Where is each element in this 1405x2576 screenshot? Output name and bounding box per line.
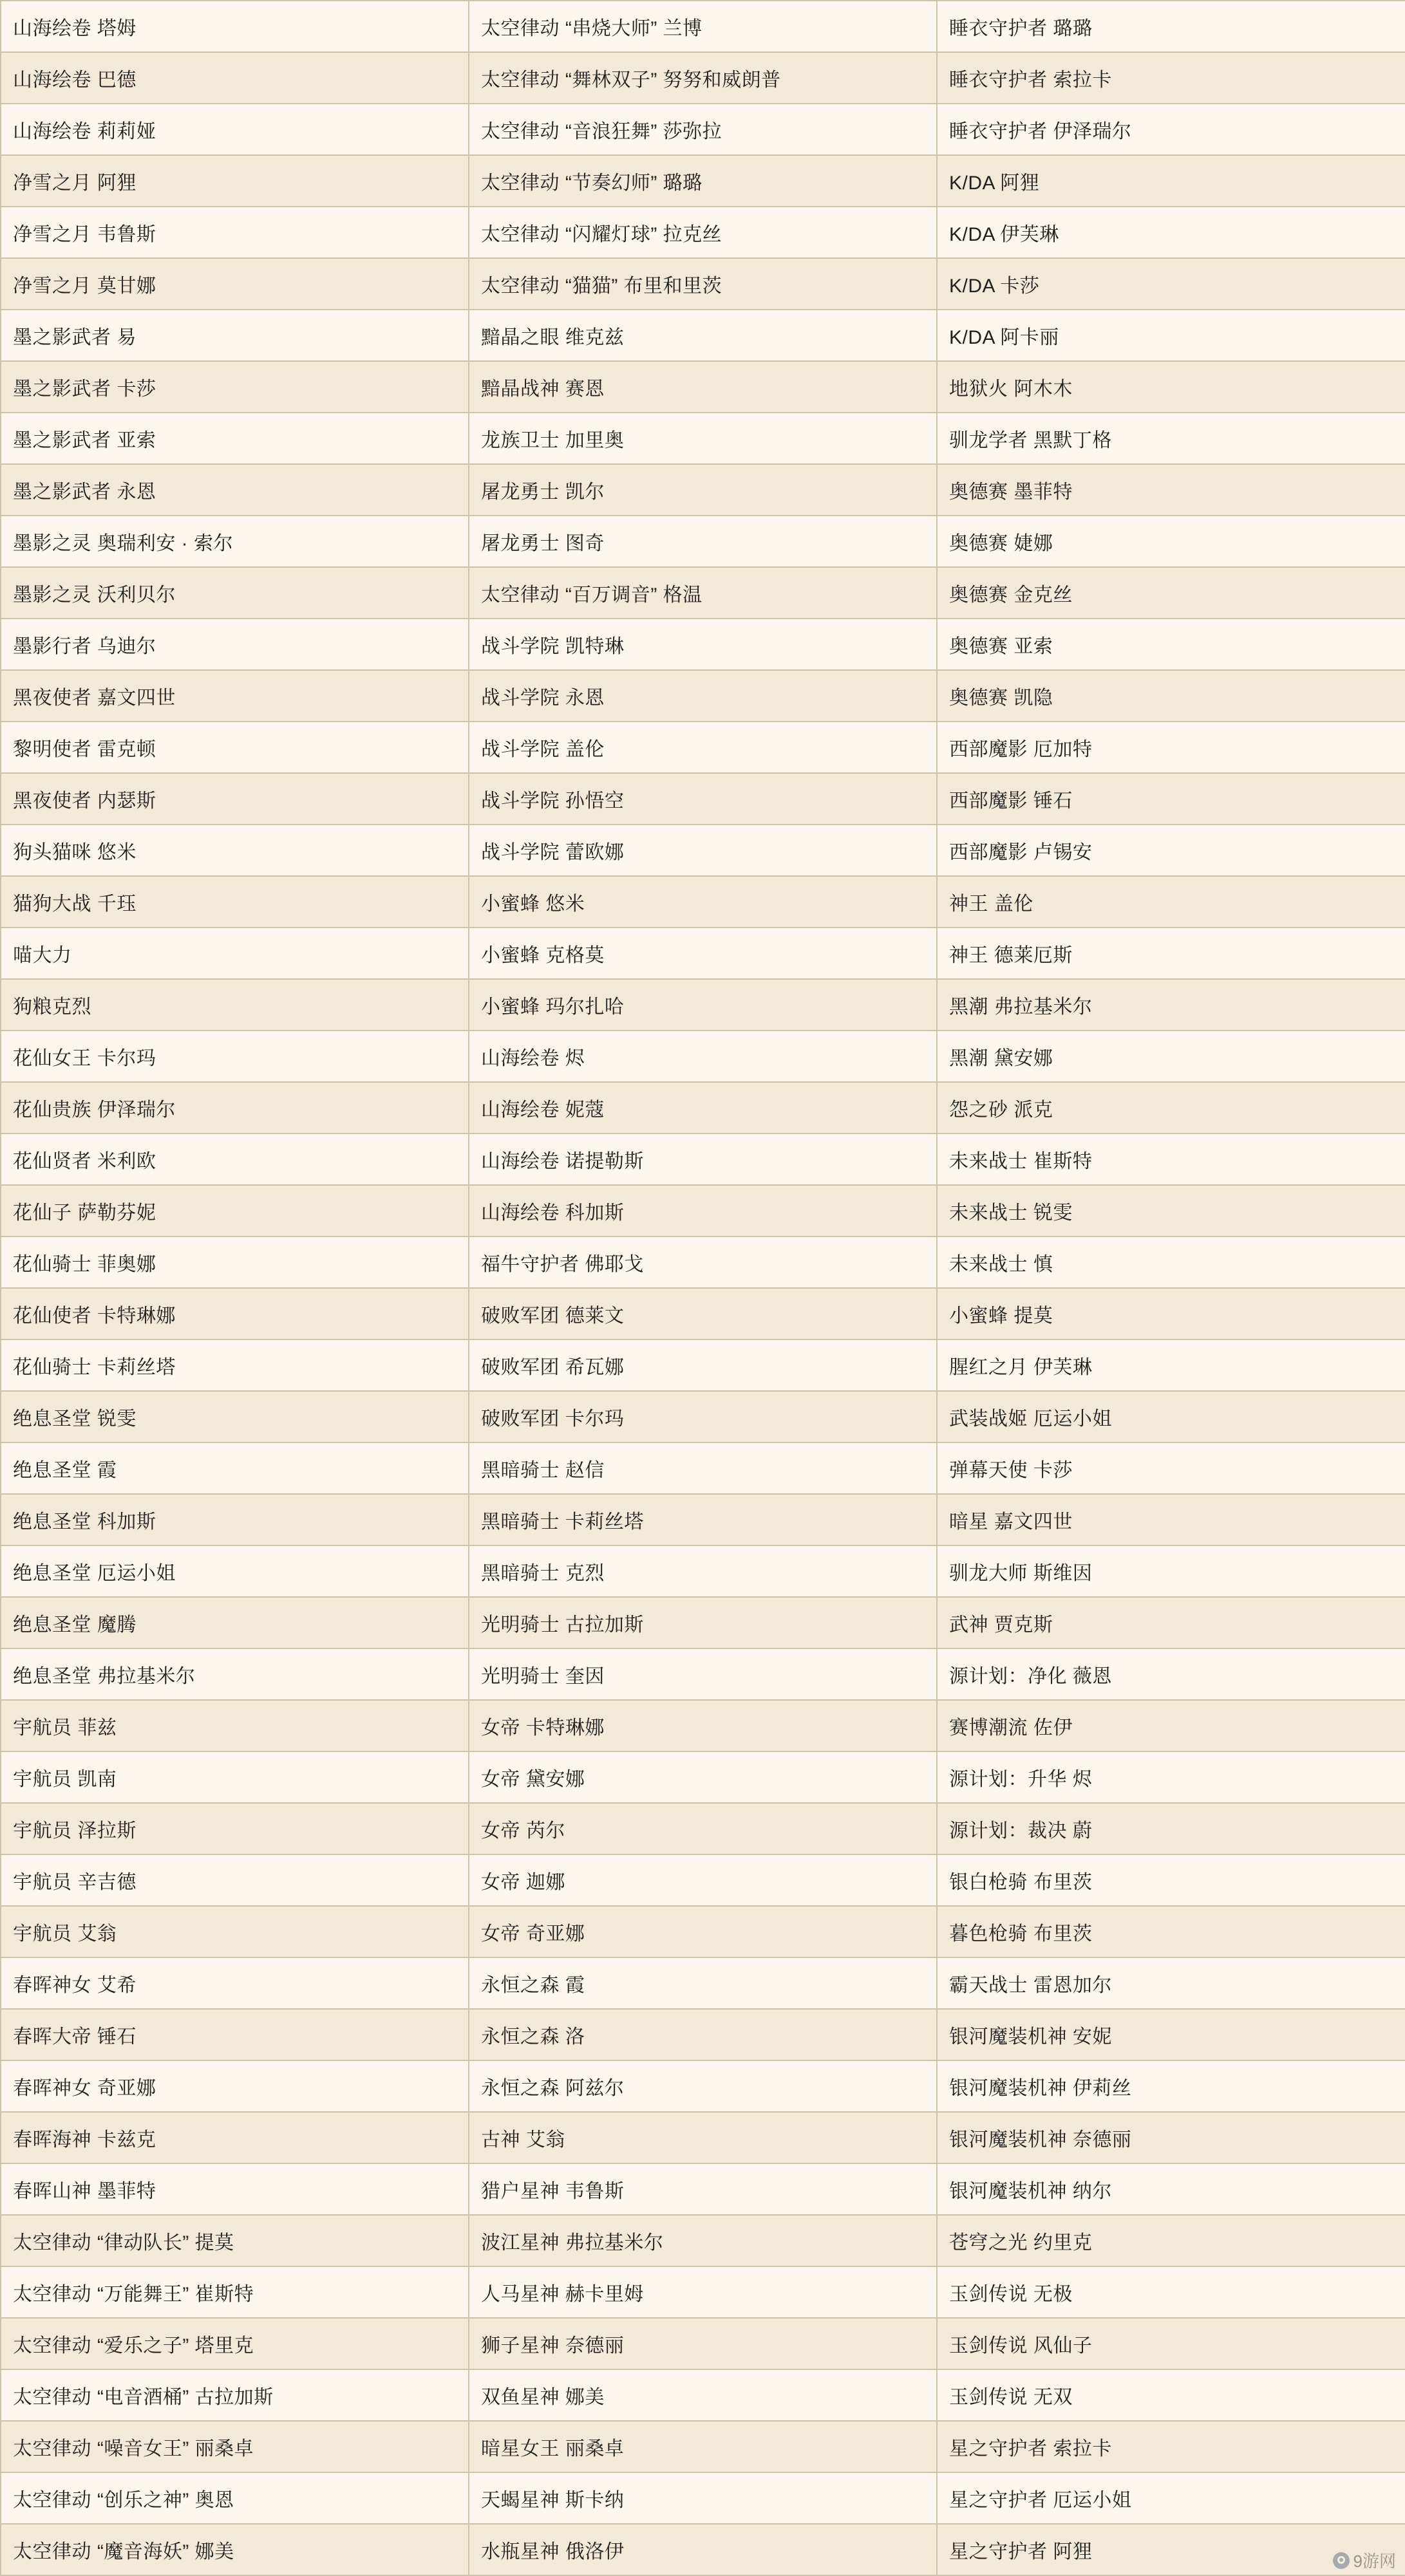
table-cell: 猫狗大战 千珏 (1, 876, 469, 928)
table-cell: 黯晶之眼 维克兹 (469, 310, 937, 361)
table-cell: 西部魔影 锤石 (937, 773, 1405, 825)
table-cell: 玉剑传说 风仙子 (937, 2318, 1405, 2369)
table-row (1, 619, 1405, 670)
table-row (1, 567, 1405, 619)
table-cell: 光明骑士 古拉加斯 (469, 1597, 937, 1648)
table-cell: 太空律动 “爱乐之子” 塔里克 (1, 2318, 469, 2369)
table-cell: 花仙子 萨勒芬妮 (1, 1185, 469, 1237)
table-row (1, 2472, 1405, 2524)
table-cell: 弹幕天使 卡莎 (937, 1442, 1405, 1494)
table-row (1, 464, 1405, 516)
table-row (1, 258, 1405, 310)
table-cell: 未来战士 慎 (937, 1237, 1405, 1288)
table-cell: 太空律动 “音浪狂舞” 莎弥拉 (469, 104, 937, 155)
table-cell: 银河魔装机神 奈德丽 (937, 2112, 1405, 2163)
table-cell: 黑暗骑士 赵信 (469, 1442, 937, 1494)
table-cell: 睡衣守护者 索拉卡 (937, 52, 1405, 104)
table-row (1, 928, 1405, 979)
table-cell: 波江星神 弗拉基米尔 (469, 2215, 937, 2266)
table-row (1, 2524, 1405, 2575)
table-cell: 龙族卫士 加里奥 (469, 413, 937, 464)
table-cell: 绝息圣堂 弗拉基米尔 (1, 1648, 469, 1700)
table-row (1, 516, 1405, 567)
table-cell: 战斗学院 蕾欧娜 (469, 825, 937, 876)
table-row (1, 825, 1405, 876)
table-cell: 绝息圣堂 魔腾 (1, 1597, 469, 1648)
table-row (1, 1391, 1405, 1442)
table-cell: 人马星神 赫卡里姆 (469, 2266, 937, 2318)
table-cell: 驯龙学者 黑默丁格 (937, 413, 1405, 464)
table-cell: 银河魔装机神 安妮 (937, 2009, 1405, 2060)
table-cell: 战斗学院 盖伦 (469, 722, 937, 773)
table-cell: 星之守护者 索拉卡 (937, 2421, 1405, 2472)
table-row (1, 1494, 1405, 1545)
table-cell: 银河魔装机神 伊莉丝 (937, 2060, 1405, 2112)
table-cell: 源计划：净化 薇恩 (937, 1648, 1405, 1700)
table-cell: 腥红之月 伊芙琳 (937, 1339, 1405, 1391)
table-cell: 女帝 卡特琳娜 (469, 1700, 937, 1751)
table-cell: 绝息圣堂 科加斯 (1, 1494, 469, 1545)
table-cell: 怨之砂 派克 (937, 1082, 1405, 1134)
table-cell: 星之守护者 阿狸 (937, 2524, 1405, 2575)
table-cell: 春晖神女 艾希 (1, 1957, 469, 2009)
table-cell: 屠龙勇士 凯尔 (469, 464, 937, 516)
table-row (1, 2009, 1405, 2060)
table-row (1, 1288, 1405, 1339)
table-cell: 霸天战士 雷恩加尔 (937, 1957, 1405, 2009)
table-cell: 女帝 奇亚娜 (469, 1906, 937, 1957)
table-cell: 狮子星神 奈德丽 (469, 2318, 937, 2369)
table-cell: 光明骑士 奎因 (469, 1648, 937, 1700)
table-cell: 奥德赛 婕娜 (937, 516, 1405, 567)
table-row (1, 1906, 1405, 1957)
table-cell: K/DA 卡莎 (937, 258, 1405, 310)
table-cell: 太空律动 “舞林双子” 努努和威朗普 (469, 52, 937, 104)
table-cell: 源计划：裁决 蔚 (937, 1803, 1405, 1854)
table-cell: 花仙贤者 米利欧 (1, 1134, 469, 1185)
table-cell: 宇航员 辛吉德 (1, 1854, 469, 1906)
table-cell: 武神 贾克斯 (937, 1597, 1405, 1648)
table-cell: 花仙骑士 菲奥娜 (1, 1237, 469, 1288)
table-row (1, 2112, 1405, 2163)
table-row (1, 361, 1405, 413)
table-cell: 源计划：升华 烬 (937, 1751, 1405, 1803)
table-cell: 玉剑传说 无极 (937, 2266, 1405, 2318)
table-cell: 玉剑传说 无双 (937, 2369, 1405, 2421)
table-cell: 古神 艾翁 (469, 2112, 937, 2163)
table-row (1, 2163, 1405, 2215)
table-row (1, 2060, 1405, 2112)
table-cell: 暗星 嘉文四世 (937, 1494, 1405, 1545)
table-cell: 绝息圣堂 锐雯 (1, 1391, 469, 1442)
table-cell: 宇航员 菲兹 (1, 1700, 469, 1751)
table-cell: 赛博潮流 佐伊 (937, 1700, 1405, 1751)
table-cell: 睡衣守护者 璐璐 (937, 1, 1405, 52)
table-cell: 地狱火 阿木木 (937, 361, 1405, 413)
table-cell: 福牛守护者 佛耶戈 (469, 1237, 937, 1288)
table-cell: 太空律动 “猫猫” 布里和里茨 (469, 258, 937, 310)
table-cell: 春晖山神 墨菲特 (1, 2163, 469, 2215)
table-cell: 战斗学院 孙悟空 (469, 773, 937, 825)
table-cell: 山海绘卷 烬 (469, 1031, 937, 1082)
table-cell: 女帝 芮尔 (469, 1803, 937, 1854)
table-cell: 驯龙大师 斯维因 (937, 1545, 1405, 1597)
table-row (1, 1751, 1405, 1803)
table-cell: 绝息圣堂 厄运小姐 (1, 1545, 469, 1597)
table-cell: 花仙使者 卡特琳娜 (1, 1288, 469, 1339)
table-cell: 西部魔影 厄加特 (937, 722, 1405, 773)
table-cell: 黎明使者 雷克顿 (1, 722, 469, 773)
table-cell: 女帝 迦娜 (469, 1854, 937, 1906)
table-row (1, 52, 1405, 104)
table-cell: 暗星女王 丽桑卓 (469, 2421, 937, 2472)
table-cell: 墨影行者 乌迪尔 (1, 619, 469, 670)
table-cell: 狗粮克烈 (1, 979, 469, 1031)
table-cell: 山海绘卷 诺提勒斯 (469, 1134, 937, 1185)
table-cell: 墨之影武者 卡莎 (1, 361, 469, 413)
table-row (1, 310, 1405, 361)
table-cell: 狗头猫咪 悠米 (1, 825, 469, 876)
table-cell: 奥德赛 金克丝 (937, 567, 1405, 619)
table-cell: 战斗学院 永恩 (469, 670, 937, 722)
table-cell: 花仙女王 卡尔玛 (1, 1031, 469, 1082)
table-cell: 墨之影武者 易 (1, 310, 469, 361)
table-cell: 黑潮 弗拉基米尔 (937, 979, 1405, 1031)
table-cell: 小蜜蜂 悠米 (469, 876, 937, 928)
table-cell: 墨影之灵 奥瑞利安 · 索尔 (1, 516, 469, 567)
skin-table-body (1, 1, 1405, 2575)
table-cell: 黑潮 黛安娜 (937, 1031, 1405, 1082)
table-cell: 净雪之月 莫甘娜 (1, 258, 469, 310)
table-cell: 银白枪骑 布里茨 (937, 1854, 1405, 1906)
table-row (1, 1700, 1405, 1751)
table-cell: 黑暗骑士 克烈 (469, 1545, 937, 1597)
table-row (1, 1031, 1405, 1082)
table-cell: 太空律动 “律动队长” 提莫 (1, 2215, 469, 2266)
table-cell: 未来战士 崔斯特 (937, 1134, 1405, 1185)
table-row (1, 979, 1405, 1031)
table-row (1, 413, 1405, 464)
table-cell: 太空律动 “串烧大师” 兰博 (469, 1, 937, 52)
table-cell: 银河魔装机神 纳尔 (937, 2163, 1405, 2215)
table-cell: 小蜜蜂 玛尔扎哈 (469, 979, 937, 1031)
table-cell: 春晖海神 卡兹克 (1, 2112, 469, 2163)
table-cell: 小蜜蜂 提莫 (937, 1288, 1405, 1339)
table-row (1, 722, 1405, 773)
table-cell: 神王 德莱厄斯 (937, 928, 1405, 979)
table-cell: 神王 盖伦 (937, 876, 1405, 928)
table-row (1, 104, 1405, 155)
watermark (1333, 2548, 1396, 2572)
table-row (1, 2266, 1405, 2318)
table-cell: 山海绘卷 莉莉娅 (1, 104, 469, 155)
table-cell: 奥德赛 亚索 (937, 619, 1405, 670)
table-row (1, 2215, 1405, 2266)
table-row (1, 2369, 1405, 2421)
table-cell: 水瓶星神 俄洛伊 (469, 2524, 937, 2575)
table-cell: 春晖神女 奇亚娜 (1, 2060, 469, 2112)
table-cell: 太空律动 “万能舞王” 崔斯特 (1, 2266, 469, 2318)
table-row (1, 207, 1405, 258)
table-cell: 花仙贵族 伊泽瑞尔 (1, 1082, 469, 1134)
table-row (1, 2318, 1405, 2369)
table-row (1, 2421, 1405, 2472)
table-cell: 西部魔影 卢锡安 (937, 825, 1405, 876)
table-cell: 喵大力 (1, 928, 469, 979)
table-cell: 绝息圣堂 霞 (1, 1442, 469, 1494)
table-cell: 睡衣守护者 伊泽瑞尔 (937, 104, 1405, 155)
table-cell: 墨之影武者 亚索 (1, 413, 469, 464)
table-row (1, 1957, 1405, 2009)
table-cell: 猎户星神 韦鲁斯 (469, 2163, 937, 2215)
table-row (1, 876, 1405, 928)
table-cell: 破败军团 希瓦娜 (469, 1339, 937, 1391)
table-cell: 黯晶战神 赛恩 (469, 361, 937, 413)
table-cell: 黑夜使者 嘉文四世 (1, 670, 469, 722)
table-cell: 奥德赛 墨菲特 (937, 464, 1405, 516)
table-cell: 奥德赛 凯隐 (937, 670, 1405, 722)
table-row (1, 1545, 1405, 1597)
table-cell: 山海绘卷 妮蔻 (469, 1082, 937, 1134)
table-row (1, 1339, 1405, 1391)
table-row (1, 1134, 1405, 1185)
table-cell: 太空律动 “噪音女王” 丽桑卓 (1, 2421, 469, 2472)
table-cell: 永恒之森 霞 (469, 1957, 937, 2009)
table-row (1, 1803, 1405, 1854)
table-row (1, 1854, 1405, 1906)
table-cell: 武装战姬 厄运小姐 (937, 1391, 1405, 1442)
table-cell: 未来战士 锐雯 (937, 1185, 1405, 1237)
table-row (1, 155, 1405, 207)
table-row (1, 1597, 1405, 1648)
table-row (1, 1237, 1405, 1288)
table-cell: 春晖大帝 锤石 (1, 2009, 469, 2060)
table-cell: 花仙骑士 卡莉丝塔 (1, 1339, 469, 1391)
watermark-label: 9游网 (1353, 2552, 1396, 2571)
table-row (1, 1, 1405, 52)
table-cell: 太空律动 “电音酒桶” 古拉加斯 (1, 2369, 469, 2421)
table-cell: 山海绘卷 科加斯 (469, 1185, 937, 1237)
table-cell: K/DA 阿狸 (937, 155, 1405, 207)
table-cell: 宇航员 艾翁 (1, 1906, 469, 1957)
table-cell: 太空律动 “闪耀灯球” 拉克丝 (469, 207, 937, 258)
table-cell: 净雪之月 韦鲁斯 (1, 207, 469, 258)
table-cell: 墨影之灵 沃利贝尔 (1, 567, 469, 619)
table-cell: 太空律动 “节奏幻师” 璐璐 (469, 155, 937, 207)
table-cell: 太空律动 “百万调音” 格温 (469, 567, 937, 619)
table-row (1, 773, 1405, 825)
table-cell: 破败军团 德莱文 (469, 1288, 937, 1339)
table-row (1, 1082, 1405, 1134)
table-cell: 太空律动 “魔音海妖” 娜美 (1, 2524, 469, 2575)
table-row (1, 1185, 1405, 1237)
table-row (1, 1442, 1405, 1494)
table-cell: 墨之影武者 永恩 (1, 464, 469, 516)
table-cell: 双鱼星神 娜美 (469, 2369, 937, 2421)
table-cell: 天蝎星神 斯卡纳 (469, 2472, 937, 2524)
table-cell: 太空律动 “创乐之神” 奥恩 (1, 2472, 469, 2524)
table-cell: 暮色枪骑 布里茨 (937, 1906, 1405, 1957)
table-cell: K/DA 伊芙琳 (937, 207, 1405, 258)
table-cell: K/DA 阿卡丽 (937, 310, 1405, 361)
table-cell: 山海绘卷 巴德 (1, 52, 469, 104)
table-cell: 永恒之森 洛 (469, 2009, 937, 2060)
table-cell: 黑夜使者 内瑟斯 (1, 773, 469, 825)
table-cell: 破败军团 卡尔玛 (469, 1391, 937, 1442)
table-cell: 星之守护者 厄运小姐 (937, 2472, 1405, 2524)
table-cell: 苍穹之光 约里克 (937, 2215, 1405, 2266)
table-cell: 山海绘卷 塔姆 (1, 1, 469, 52)
table-cell: 小蜜蜂 克格莫 (469, 928, 937, 979)
table-cell: 宇航员 凯南 (1, 1751, 469, 1803)
table-cell: 永恒之森 阿兹尔 (469, 2060, 937, 2112)
table-cell: 屠龙勇士 图奇 (469, 516, 937, 567)
table-row (1, 670, 1405, 722)
table-row (1, 1648, 1405, 1700)
watermark-logo-icon (1333, 2552, 1350, 2569)
table-cell: 黑暗骑士 卡莉丝塔 (469, 1494, 937, 1545)
table-cell: 女帝 黛安娜 (469, 1751, 937, 1803)
table-cell: 宇航员 泽拉斯 (1, 1803, 469, 1854)
table-cell: 战斗学院 凯特琳 (469, 619, 937, 670)
table-cell: 净雪之月 阿狸 (1, 155, 469, 207)
